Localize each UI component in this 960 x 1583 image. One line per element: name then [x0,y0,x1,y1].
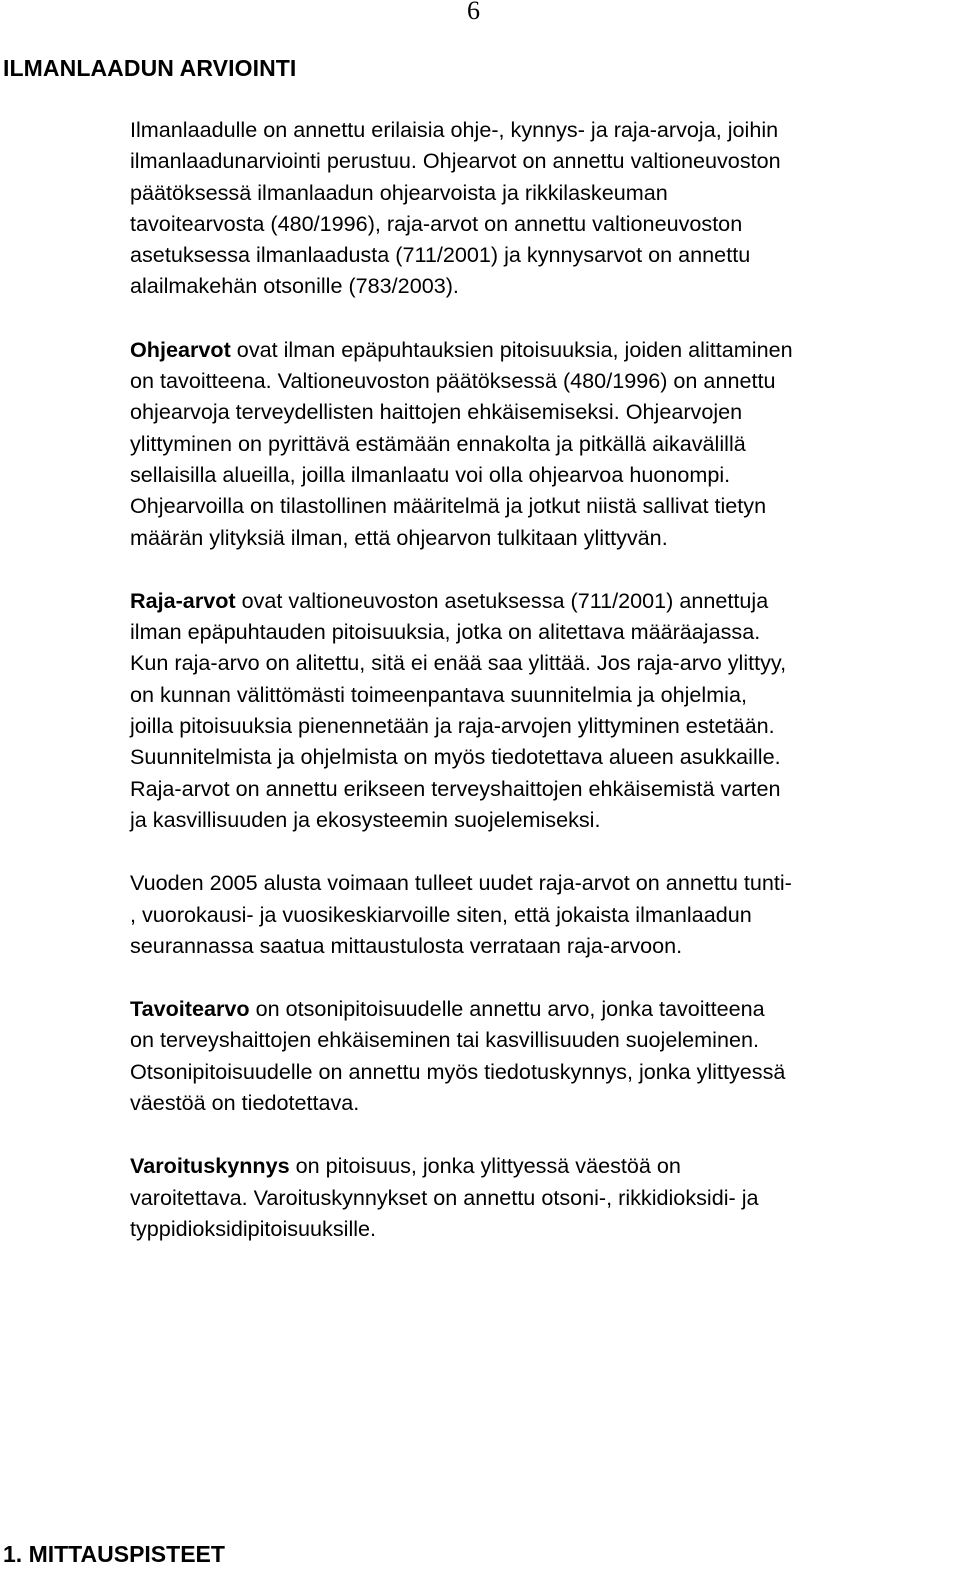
text-line [130,1087,958,1118]
text-line [130,490,958,521]
next-section-heading: 1. MITTAUSPISTEET [3,1541,225,1567]
line-text: ja kasvillisuuden ja ekosysteemin suojelemiseksi. [130,806,601,832]
text-line [130,145,958,176]
line-text: on kunnan välittömästi toimeenpantava suunnitelmia ja ohjelmia, [130,681,747,707]
text-line [130,522,958,553]
text-line [130,804,958,835]
text-line [130,239,958,270]
line-text: väestöä on tiedotettava. [130,1090,360,1116]
text-line [130,616,958,647]
term-label: Varoituskynnys [130,1153,290,1179]
line-text: sellaisilla alueilla, joilla ilmanlaatu voi olla ohjearvoa huonompi. [130,461,731,487]
text-line [130,1024,958,1055]
text-line [130,1150,958,1181]
text-line [130,741,958,772]
page-number: 6 [467,0,480,25]
text-line [130,993,958,1024]
text-line [130,270,958,301]
line-text: Kun raja-arvo on alitettu, sitä ei enää saa ylittää. Jos raja-arvo ylittyy, [130,650,787,676]
line-text: on otsonipitoisuudelle annettu arvo, jonka tavoitteena [249,996,765,1022]
paragraph [130,867,958,961]
line-text: on pitoisuus, jonka ylittyessä väestöä on [289,1153,681,1179]
line-text: joilla pitoisuuksia pienennetään ja raja-arvojen ylittyminen estetään. [130,713,775,739]
term-label: Raja-arvot [130,587,236,613]
text-line [130,177,958,208]
text-line [130,710,958,741]
line-text: tavoitearvosta (480/1996), raja-arvot on annettu valtioneuvoston [130,210,743,236]
line-text: ilman epäpuhtauden pitoisuuksia, jotka on alitettava määräajassa. [130,619,761,645]
section-heading: ILMANLAADUN ARVIOINTI [3,55,297,81]
paragraph [130,114,958,302]
text-line [130,867,958,898]
paragraph [130,993,958,1118]
line-text: Ohjearvoilla on tilastollinen määritelmä ja jotkut niistä sallivat tietyn [130,493,767,519]
line-text: Otsonipitoisuudelle on annettu myös tiedotuskynnys, jonka ylittyessä [130,1058,786,1084]
line-text: Vuoden 2005 alusta voimaan tulleet uudet raja-arvot on annettu tunti- [130,870,792,896]
text-line [130,773,958,804]
line-text: on tavoitteena. Valtioneuvoston päätöksessä (480/1996) on annettu [130,368,776,394]
text-line [130,365,958,396]
paragraph [130,1150,958,1244]
line-text: asetuksessa ilmanlaadusta (711/2001) ja kynnysarvot on annettu [130,242,751,268]
line-text: määrän ylityksiä ilman, että ohjearvon tulkitaan ylittyvän. [130,524,668,550]
line-text: ilmanlaadunarviointi perustuu. Ohjearvot on annettu valtioneuvoston [130,148,781,174]
line-text: typpidioksidipitoisuuksille. [130,1215,377,1241]
text-line [130,585,958,616]
line-text: ovat valtioneuvoston asetuksessa (711/2001) annettuja [235,587,769,613]
paragraph [130,334,958,553]
line-text: Ilmanlaadulle on annettu erilaisia ohje-, kynnys- ja raja-arvoja, joihin [130,117,779,142]
line-text: seurannassa saatua mittaustulosta verrataan raja-arvoon. [130,932,683,958]
text-line [130,396,958,427]
text-line [130,647,958,678]
text-line [130,1182,958,1213]
line-text: päätöksessä ilmanlaadun ohjearvoista ja rikkilaskeuman [130,179,668,205]
line-text: alailmakehän otsonille (783/2003). [130,273,459,299]
text-line [130,1056,958,1087]
text-line [130,1213,958,1244]
paragraph [130,585,958,835]
line-text: Suunnitelmista ja ohjelmista on myös tiedotettava alueen asukkaille. [130,744,781,770]
text-line [130,334,958,365]
line-text: , vuorokausi- ja vuosikeskiarvoille siten, että jokaista ilmanlaadun [130,901,752,927]
line-text: on terveyshaittojen ehkäiseminen tai kasvillisuuden suojeleminen. [130,1027,759,1053]
text-line [130,114,958,145]
line-text: ovat ilman epäpuhtauksien pitoisuuksia, joiden alittaminen [230,336,793,362]
text-line [130,899,958,930]
text-line [130,459,958,490]
text-line [130,930,958,961]
line-text: ylittyminen on pyrittävä estämään ennakolta ja pitkällä aikavälillä [130,430,746,456]
line-text: Raja-arvot on annettu erikseen terveyshaittojen ehkäisemistä varten [130,775,781,801]
line-text: ohjearvoja terveydellisten haittojen ehkäisemiseksi. Ohjearvojen [130,399,743,425]
text-line [130,679,958,710]
text-line [130,428,958,459]
term-label: Tavoitearvo [130,996,250,1022]
line-text: varoitettava. Varoituskynnykset on annettu otsoni-, rikkidioksidi- ja [130,1184,759,1210]
body-text [130,114,958,1276]
term-label: Ohjearvot [130,336,231,362]
text-line [130,208,958,239]
